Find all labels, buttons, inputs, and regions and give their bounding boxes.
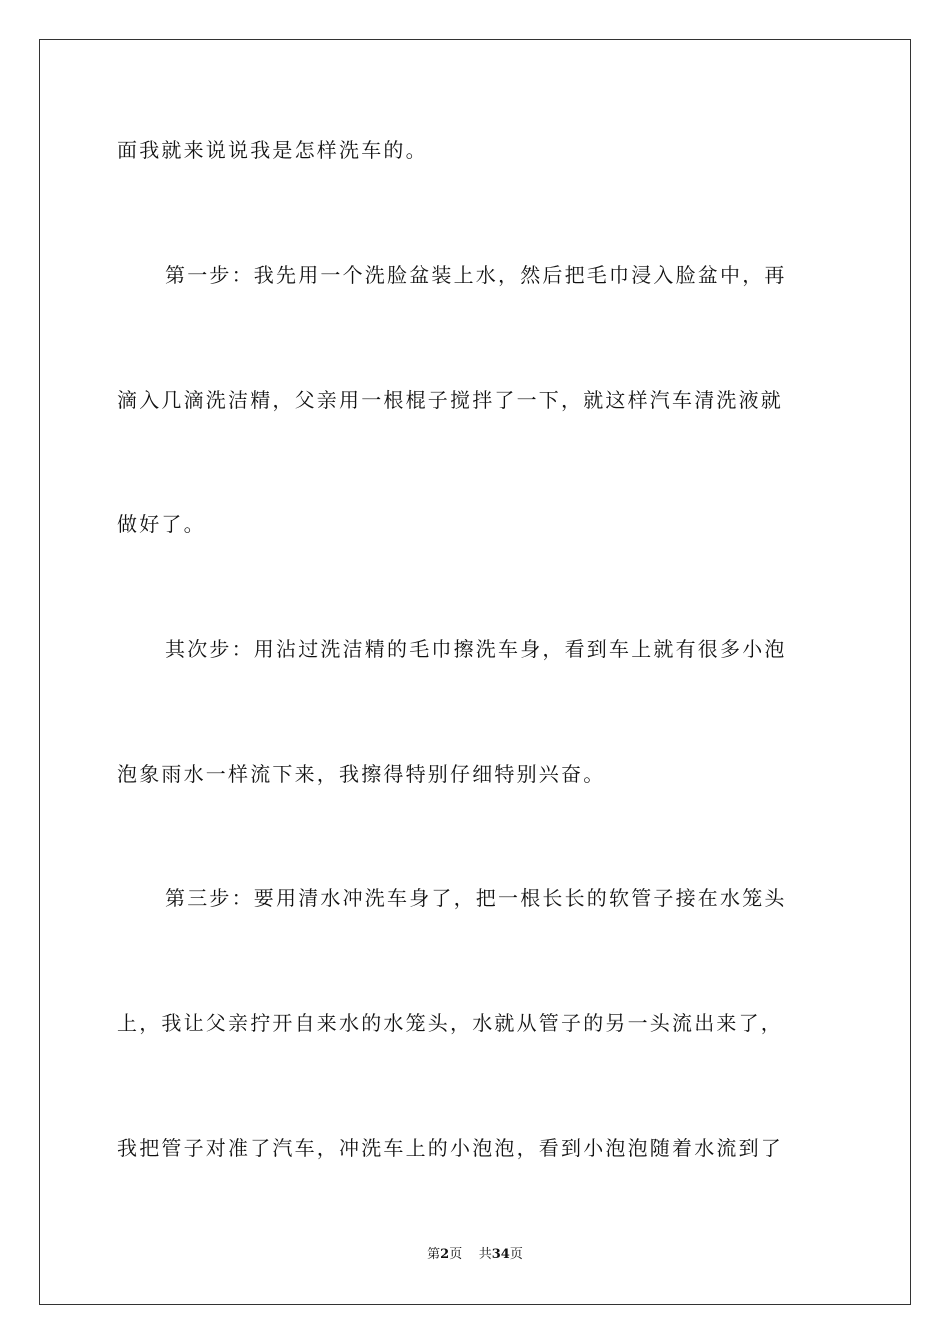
text-line-4: 做好了。 (117, 512, 206, 536)
page-footer (0, 1247, 950, 1263)
text-line-2: 第一步：我先用一个洗脸盆装上水，然后把毛巾浸入脸盆中，再 (165, 263, 787, 287)
total-prefix: 共 (478, 1247, 492, 1262)
total-pages: 34 (491, 1247, 510, 1262)
page-prefix: 第 (427, 1247, 441, 1262)
text-line-8: 上，我让父亲拧开自来水的水笼头，水就从管子的另一头流出来了， (117, 1011, 783, 1035)
text-line-3: 滴入几滴洗洁精，父亲用一根棍子搅拌了一下，就这样汽车清洗液就 (117, 388, 783, 412)
page-number: 2 (440, 1247, 450, 1262)
total-suffix: 页 (509, 1247, 523, 1262)
text-line-1: 面我就来说说我是怎样洗车的。 (117, 138, 428, 162)
text-line-5: 其次步：用沾过洗洁精的毛巾擦洗车身，看到车上就有很多小泡 (165, 637, 787, 661)
text-line-6: 泡象雨水一样流下来，我擦得特别仔细特别兴奋。 (117, 762, 606, 786)
page-suffix: 页 (449, 1247, 463, 1262)
text-line-9: 我把管子对准了汽车，冲洗车上的小泡泡，看到小泡泡随着水流到了 (117, 1136, 783, 1160)
text-line-7: 第三步：要用清水冲洗车身了，把一根长长的软管子接在水笼头 (165, 886, 787, 910)
page-border (39, 39, 911, 1305)
